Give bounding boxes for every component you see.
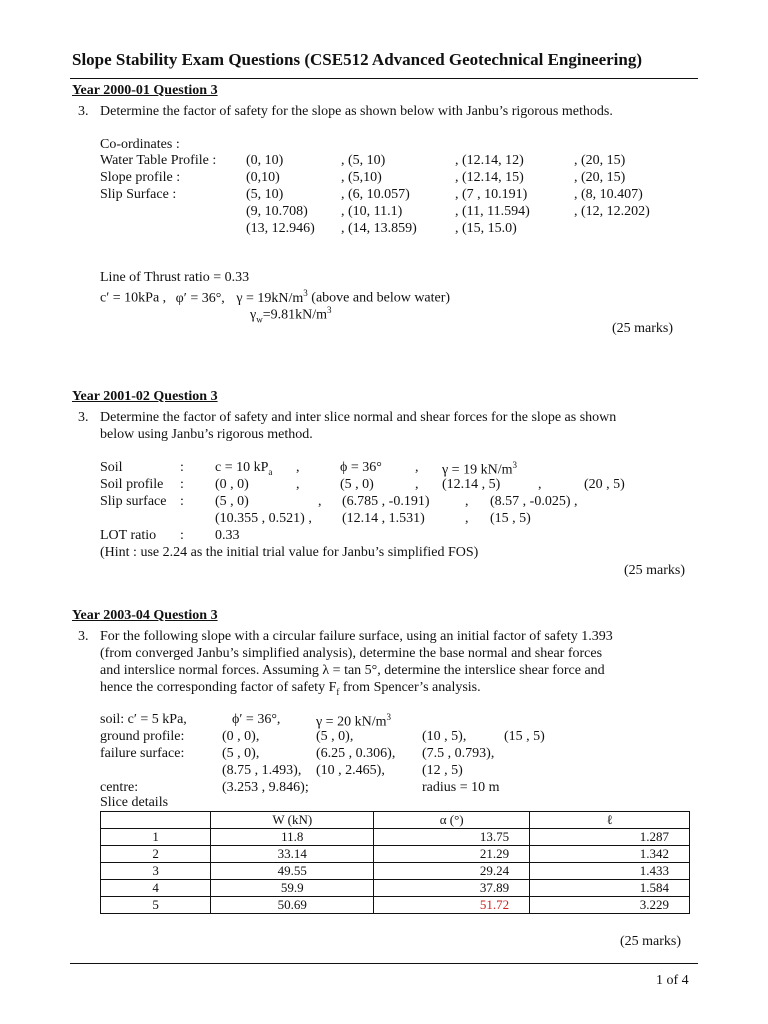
q3-centre-value: (3.253 , 9.846); (222, 780, 309, 795)
q2-question-line: below using Janbu’s rigorous method. (100, 427, 313, 442)
q1-coord: (13, 12.946) (246, 221, 315, 236)
q1-coord: , (12.14, 15) (455, 170, 524, 185)
q3-coord: (15 , 5) (504, 729, 545, 744)
q1-coord: , (12.14, 12) (455, 153, 524, 168)
slice-details-table (100, 811, 690, 914)
table-row (101, 880, 690, 897)
q1-row-label: Water Table Profile : (100, 153, 217, 168)
q1-lot: Line of Thrust ratio = 0.33 (100, 270, 250, 285)
table-cell: 1.342 (530, 846, 690, 863)
q2-slip-label: Slip surface (100, 494, 167, 509)
q2-sep: , (415, 460, 419, 475)
q3-failure-label: failure surface: (100, 746, 185, 761)
q3-coord: (5 , 0), (316, 729, 354, 744)
table-cell: 1.433 (530, 863, 690, 880)
q2-profile-label: Soil profile (100, 477, 164, 492)
q1-gamma-w-sub: w (256, 314, 263, 325)
q2-coord: (20 , 5) (584, 477, 625, 492)
q3-centre-label: centre: (100, 780, 139, 795)
table-cell: 1.584 (530, 880, 690, 897)
table-header-row (101, 812, 690, 829)
q3-soil-c: soil: c′ = 5 kPa, (100, 712, 187, 727)
table-cell: 3.229 (530, 897, 690, 914)
q2-sep: , (296, 460, 300, 475)
q2-colon: : (180, 460, 184, 475)
q2-coord: (12.14 , 1.531) (342, 511, 425, 526)
column-header: ℓ (530, 812, 690, 829)
q1-marks: (25 marks) (612, 321, 674, 336)
q3-number: 3. (78, 629, 89, 644)
q1-row-label: Slip Surface : (100, 187, 177, 202)
q1-coord: , (8, 10.407) (574, 187, 643, 202)
table-cell: 5 (101, 897, 211, 914)
q1-coords-label: Co-ordinates : (100, 137, 180, 152)
table-row (101, 829, 690, 846)
table-cell: 50.69 (211, 897, 374, 914)
column-header: W (kN) (211, 812, 374, 829)
column-header (101, 812, 211, 829)
q3-slice-label: Slice details (100, 795, 169, 810)
q3-question-line: and interslice normal forces. Assuming λ = tan 5°, determine the interslice shear force and (100, 663, 605, 678)
q2-sep: , (538, 477, 542, 492)
q1-coord: (0,10) (246, 170, 280, 185)
q2-coord: (15 , 5) (490, 511, 531, 526)
q1-param-gamma-exp: 3 (303, 288, 308, 298)
q1-param-gamma-note: (above and below water) (307, 290, 451, 306)
q2-coord: (6.785 , -0.191) (342, 494, 430, 509)
q2-colon: : (180, 477, 184, 492)
q2-sep: , (415, 477, 419, 492)
q2-soil-label: Soil (100, 460, 123, 475)
q3-year-heading: Year 2003-04 Question 3 (72, 608, 218, 623)
q2-coord: (10.355 , 0.521) , (215, 511, 312, 526)
q1-coord: , (15, 15.0) (455, 221, 517, 236)
table-cell: 1.287 (530, 829, 690, 846)
q2-sep: , (465, 511, 469, 526)
q1-coord: , (11, 11.594) (455, 204, 530, 219)
q3-coord: (7.5 , 0.793), (422, 746, 495, 761)
q1-param-c: c′ = 10kPa , (100, 290, 167, 306)
table-cell: 37.89 (374, 880, 530, 897)
q2-sep: , (465, 494, 469, 509)
q3-coord: (6.25 , 0.306), (316, 746, 396, 761)
q2-question-line: Determine the factor of safety and inter slice normal and shear forces for the slope as shown (100, 410, 617, 425)
q1-coord: , (10, 11.1) (341, 204, 403, 219)
q3-soil-gamma-text: γ = 20 kN/m (316, 714, 387, 730)
table-cell: 33.14 (211, 846, 374, 863)
page-number: 1 of 4 (656, 973, 689, 988)
document-title: Slope Stability Exam Questions (CSE512 Advanced Geotechnical Engineering) (72, 50, 643, 69)
q2-hint: (Hint : use 2.24 as the initial trial value for Janbu’s simplified FOS) (100, 545, 479, 560)
q1-coord: (9, 10.708) (246, 204, 308, 219)
q1-coord: , (20, 15) (574, 170, 626, 185)
q3-question-line-text: hence the corresponding factor of safety F (100, 680, 337, 695)
q3-question-line: (from converged Janbu’s simplified analysis), determine the base normal and shear forces (100, 646, 603, 661)
q2-number: 3. (78, 410, 89, 425)
q1-question: Determine the factor of safety for the slope as shown below with Janbu’s rigorous methods. (100, 104, 613, 119)
q1-coord: , (12, 12.202) (574, 204, 650, 219)
q2-colon: : (180, 528, 184, 543)
q1-coord: (0, 10) (246, 153, 284, 168)
q2-soil-c-text: c = 10 kP (215, 460, 269, 475)
q3-radius: radius = 10 m (422, 780, 500, 795)
q2-year-heading: Year 2001-02 Question 3 (72, 389, 218, 404)
q1-coord: , (5, 10) (341, 153, 386, 168)
table-cell: 21.29 (374, 846, 530, 863)
q1-gamma-w (250, 305, 331, 324)
q1-param-gamma: γ = 19kN/m (236, 290, 304, 306)
q1-coord: , (14, 13.859) (341, 221, 417, 236)
table-cell: 4 (101, 880, 211, 897)
q1-coord: , (7 , 10.191) (455, 187, 528, 202)
q2-lot-label: LOT ratio (100, 528, 157, 543)
q2-coord: (5 , 0) (215, 494, 249, 509)
q1-year-heading: Year 2000-01 Question 3 (72, 83, 218, 98)
q1-gamma-w-exp: 3 (326, 305, 332, 315)
q2-soil-gamma (442, 460, 517, 479)
q2-coord: (5 , 0) (340, 477, 374, 492)
table-cell: 1 (101, 829, 211, 846)
q3-coord: (10 , 2.465), (316, 763, 385, 778)
q2-lot-value: 0.33 (215, 528, 240, 543)
q3-coord: (5 , 0), (222, 746, 260, 761)
table-cell: 2 (101, 846, 211, 863)
table-cell: 11.8 (211, 829, 374, 846)
q3-coord: (8.75 , 1.493), (222, 763, 302, 778)
q2-soil-c-sub: a (268, 466, 273, 477)
table-row (101, 897, 690, 914)
footer-rule (70, 963, 698, 964)
q1-coord: , (5,10) (341, 170, 382, 185)
q2-coord: (12.14 , 5) (442, 477, 501, 492)
q3-coord: (0 , 0), (222, 729, 260, 744)
q2-soil-gamma-text: γ = 19 kN/m (442, 462, 513, 478)
q2-coord: (8.57 , -0.025) , (490, 494, 578, 509)
table-cell: 59.9 (211, 880, 374, 897)
q3-question-line: For the following slope with a circular failure surface, using an initial factor of safety 1.393 (100, 629, 613, 644)
table-cell: 13.75 (374, 829, 530, 846)
header-rule (70, 78, 698, 79)
q1-coord: (5, 10) (246, 187, 284, 202)
q1-gamma-w-value: =9.81kN/m (262, 307, 327, 323)
q3-soil-gamma (316, 712, 391, 731)
q3-question-fs-sub: f (336, 686, 340, 697)
q1-gamma-w-symbol: γ (250, 307, 257, 323)
column-header: α (°) (374, 812, 530, 829)
q1-coord: , (20, 15) (574, 153, 626, 168)
q3-coord: (12 , 5) (422, 763, 463, 778)
q3-marks: (25 marks) (620, 934, 682, 949)
q2-sep: , (296, 477, 300, 492)
table-row (101, 863, 690, 880)
q1-params (100, 288, 450, 307)
q1-row-label: Slope profile : (100, 170, 181, 185)
q2-marks: (25 marks) (624, 563, 686, 578)
q3-soil-phi: ϕ′ = 36°, (232, 712, 281, 727)
q3-question-line (100, 680, 481, 697)
table-row (101, 846, 690, 863)
table-cell-highlighted: 51.72 (374, 897, 530, 914)
q2-soil-c (215, 460, 272, 477)
q2-coord: (0 , 0) (215, 477, 249, 492)
q2-soil-gamma-exp: 3 (512, 460, 517, 470)
q1-param-phi: φ′ = 36°, (175, 290, 225, 306)
q2-sep: , (318, 494, 322, 509)
q3-question-line-tail: from Spencer’s analysis. (339, 680, 481, 695)
q1-coord: , (6, 10.057) (341, 187, 410, 202)
table-cell: 49.55 (211, 863, 374, 880)
q3-coord: (10 , 5), (422, 729, 467, 744)
q3-soil-gamma-exp: 3 (386, 712, 391, 722)
q3-ground-label: ground profile: (100, 729, 185, 744)
q2-soil-phi: ϕ = 36° (340, 460, 382, 475)
table-cell: 3 (101, 863, 211, 880)
q2-colon: : (180, 494, 184, 509)
q1-number: 3. (78, 104, 89, 119)
table-cell: 29.24 (374, 863, 530, 880)
